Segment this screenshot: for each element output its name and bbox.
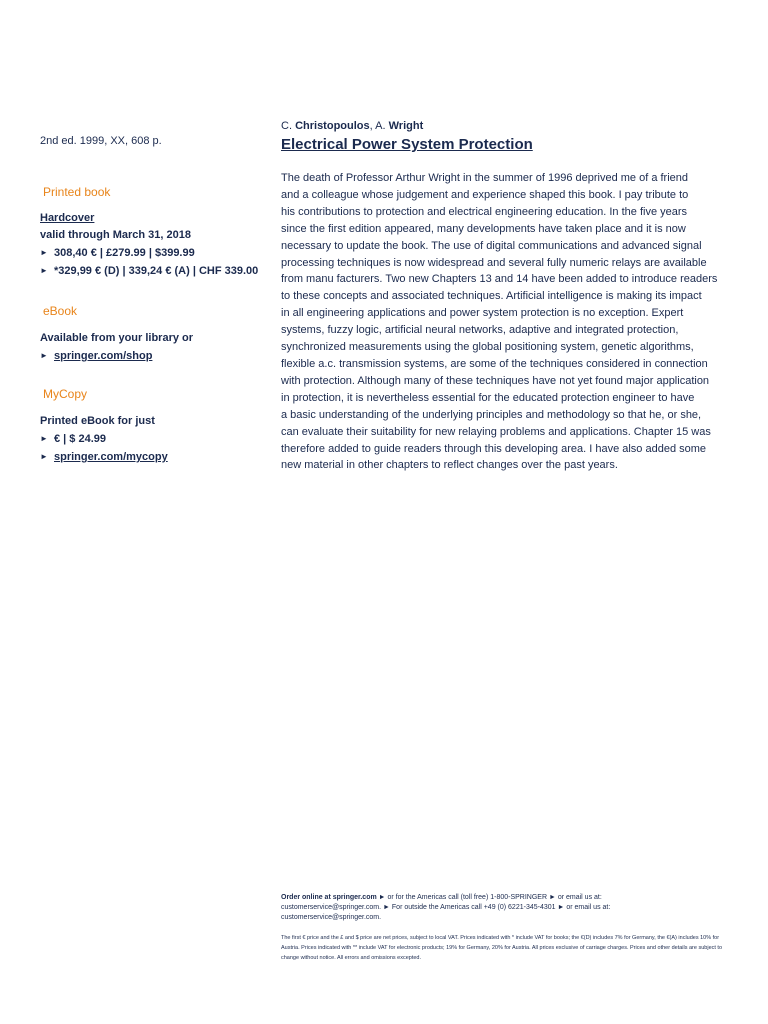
book-details — [281, 118, 731, 474]
price-values-1: 308,40 € | £279.99 | $399.99 — [54, 247, 195, 259]
book-title[interactable]: Electrical Power System Protection — [281, 136, 533, 153]
bullet-arrow-icon: ► — [40, 248, 48, 257]
author-separator: , — [369, 120, 373, 132]
author1-initial: C. — [281, 120, 292, 132]
abstract-line: flexible a.c. transmission systems, are some of the techniques considered in connection — [281, 357, 708, 370]
abstract-line: The death of Professor Arthur Wright in the summer of 1996 deprived me of a friend — [281, 172, 689, 184]
mycopy-block — [40, 413, 265, 466]
abstract-line: necessary to update the book. The use of digital communications and advanced signal — [281, 239, 702, 252]
springer-shop-link[interactable]: springer.com/shop — [54, 350, 153, 362]
abstract-line: to these concepts and associated techniques. Artificial intelligence is making its impact — [281, 290, 702, 303]
price-line-1 — [40, 244, 265, 262]
abstract-line: with protection. Although many of these techniques have not yet found major application — [281, 374, 710, 387]
abstract-line: since the first edition appeared, many developments have taken place and it is now — [281, 222, 686, 235]
order-americas-text: ► or for the Americas call (toll free) 1-800-SPRINGER ► or email us at: — [376, 894, 602, 901]
bullet-arrow-icon: ► — [40, 266, 48, 275]
order-info — [281, 893, 726, 903]
sidebar — [40, 134, 265, 463]
author2-initial: A. — [375, 120, 386, 132]
mycopy-heading: MyCopy — [43, 387, 88, 401]
abstract-line: in all engineering applications and power system protection is no exception. Expert — [281, 307, 684, 320]
price-fine-print: The first € price and the £ and $ price are net prices, subject to local VAT. Prices indicated with * include VAT for books; the €(D) includes 7% for Germany, the €(A) includes 10% for Austria. Prices indicated with ** include VAT for electronic products; 19% for Germany, 20% for Austria. All prices exclusive of carriage charges. Prices and other details are subject to change without notice. All errors and omissions excepted. — [281, 935, 723, 961]
hardcover-label: Hardcover — [40, 212, 95, 224]
springer-mycopy-link[interactable]: springer.com/mycopy — [54, 451, 168, 463]
order-footer — [281, 893, 726, 963]
mycopy-price: € | $ 24.99 — [54, 433, 107, 445]
abstract-line: synchronized measurements using the global positioning system, genetic algorithms, — [281, 341, 694, 354]
price-line-2 — [40, 262, 265, 280]
validity-text: valid through March 31, 2018 — [40, 229, 191, 241]
order-info-line-3: customerservice@springer.com. — [281, 914, 382, 921]
book-abstract — [281, 170, 731, 474]
abstract-line: his contributions to protection and electrical engineering education. In the five years — [281, 205, 688, 218]
edition-info: 2nd ed. 1999, XX, 608 p. — [40, 135, 162, 147]
abstract-line: processing techniques is now widespread and several fully numeric relays are available — [281, 256, 707, 269]
abstract-line: can evaluate their suitability for new relaying problems and applications. Chapter 15 was — [281, 425, 711, 438]
bullet-arrow-icon: ► — [40, 452, 48, 461]
author1-name: Christopoulos — [295, 120, 370, 132]
mycopy-offer: Printed eBook for just — [40, 415, 155, 427]
author2-name: Wright — [388, 120, 424, 132]
ebook-link-row — [40, 347, 265, 365]
bullet-arrow-icon: ► — [40, 351, 48, 360]
abstract-line: new material in other chapters to reflect changes over the past years. — [281, 459, 618, 472]
abstract-line: in protection, it is nevertheless essential for the educated protection engineer to have — [281, 391, 695, 404]
price-values-2: *329,99 € (D) | 339,24 € (A) | CHF 339.00 — [54, 265, 259, 277]
printed-book-heading: Printed book — [43, 185, 111, 199]
ebook-availability: Available from your library or — [40, 332, 194, 344]
ebook-block — [40, 330, 265, 365]
bullet-arrow-icon: ► — [40, 434, 48, 443]
abstract-line: from manu facturers. Two new Chapters 13 and 14 have been added to introduce readers — [281, 273, 718, 286]
ebook-heading: eBook — [43, 304, 78, 318]
mycopy-price-row — [40, 430, 265, 448]
abstract-line: therefore added to guide readers through this developing area. I have also added some — [281, 442, 707, 455]
order-info-line-2: customerservice@springer.com. ► For outside the Americas call +49 (0) 6221-345-4301 ► or email us at: — [281, 904, 611, 911]
printed-book-block — [40, 210, 265, 280]
mycopy-link-row — [40, 448, 265, 466]
order-online-link[interactable]: Order online at springer.com — [281, 894, 377, 901]
abstract-line: systems, fuzzy logic, artificial neural networks, adaptive and integrated protection, — [281, 324, 679, 337]
abstract-line: a basic understanding of the underlying principles and methodology so that he, or she, — [281, 408, 702, 421]
abstract-line: and a colleague whose judgement and experience shaped this book. I pay tribute to — [281, 188, 689, 201]
authors — [281, 118, 731, 134]
